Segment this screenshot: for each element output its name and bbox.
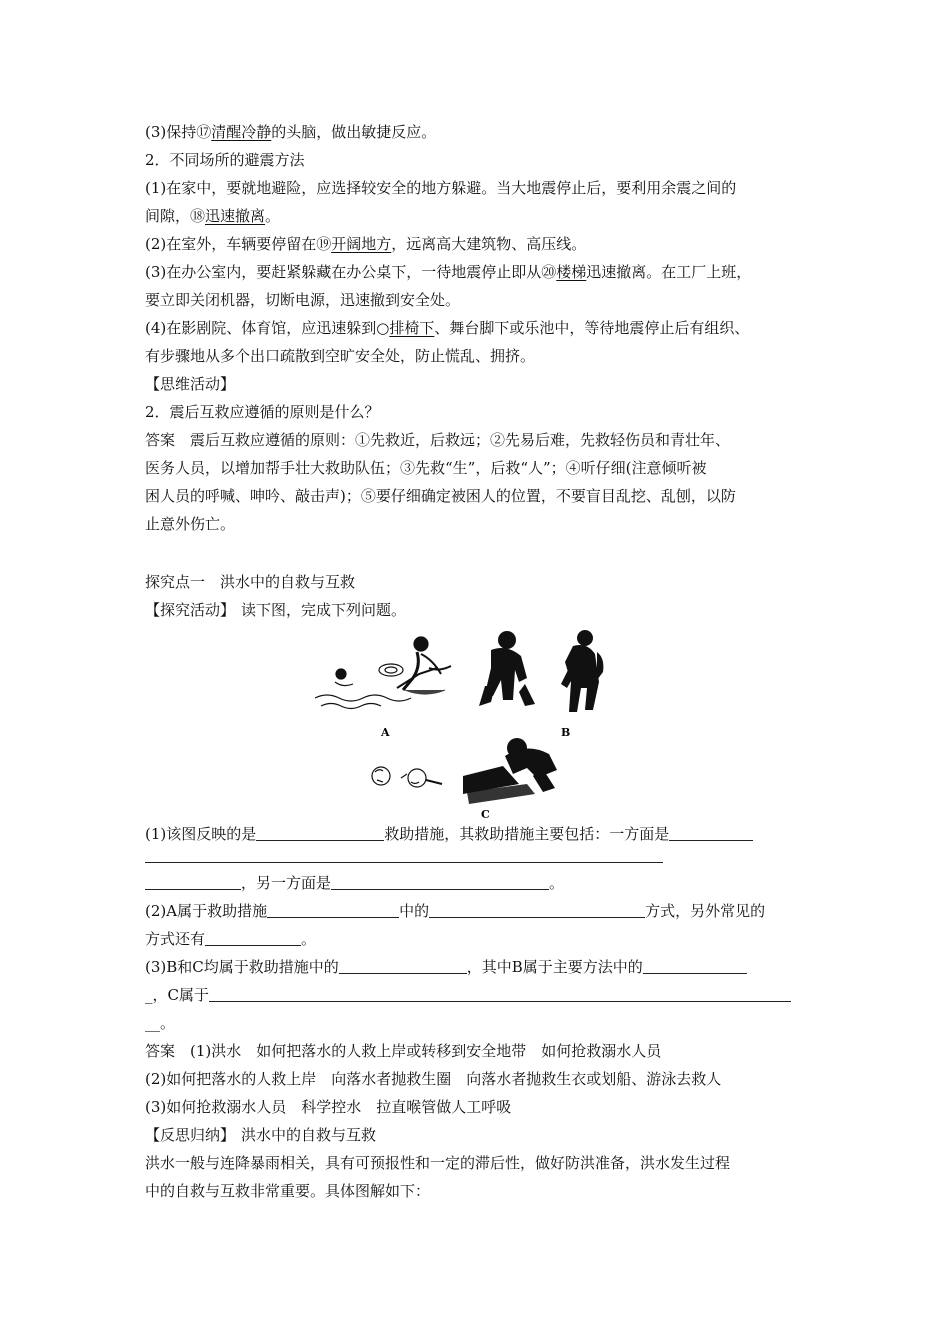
answer-blank[interactable] xyxy=(145,871,241,890)
text-line: (4)在影剧院、体育馆，应迅速躲到○排椅下、舞台脚下或乐池中，等待地震停止后有组织、 xyxy=(145,319,750,337)
answer-line: 答案 震后互救应遵循的原则：①先救近，后救远；②先易后难，先救轻伤员和青壮年、 xyxy=(145,431,731,449)
answer-blank[interactable] xyxy=(669,822,753,841)
answer-blank[interactable] xyxy=(267,899,399,918)
question-2-cont: 方式还有 。 xyxy=(145,925,807,953)
fill-answer: 排椅下 xyxy=(389,319,435,337)
reflect-heading: 【反思归纳】 洪水中的自救与互救 xyxy=(145,1126,377,1144)
text-line: 要立即关闭机器，切断电源，迅速撤到安全处。 xyxy=(145,291,461,309)
text-line: (3)在办公室内，要赶紧躲藏在办公桌下，一待地震停止即从⑳楼梯迅速撤离。在工厂上班， xyxy=(145,263,752,281)
question-3-cont: _，C属于 xyxy=(145,981,807,1009)
text-line: 洪水一般与连降暴雨相关，具有可预报性和一定的滞后性，做好防洪准备，洪水发生过程 xyxy=(145,1154,731,1172)
fill-answer: 迅速撤离 xyxy=(205,207,266,225)
question-3-end: __。 xyxy=(145,1014,176,1032)
text-line: 有步骤地从多个出口疏散到空旷安全处，防止慌乱、拥挤。 xyxy=(145,347,536,365)
think-heading: 【思维活动】 xyxy=(145,375,236,393)
question-3: (3)B和C均属于救助措施中的 ，其中B属于主要方法中的 xyxy=(145,953,807,981)
text-line: (1)在家中，要就地避险，应选择较安全的地方躲避。当大地震停止后，要利用余震之间的 xyxy=(145,179,737,197)
answer-blank[interactable] xyxy=(331,871,549,890)
answer-line: (2)如何把落水的人救上岸 向落水者抛救生圈 向落水者抛救生衣或划船、游泳去救人 xyxy=(145,1070,722,1088)
answer-blank[interactable] xyxy=(643,955,747,974)
text-line: 间隙，⑱迅速撤离。 xyxy=(145,207,281,225)
explore-activity: 【探究活动】 读下图，完成下列问题。 xyxy=(145,601,407,619)
answer-blank[interactable] xyxy=(256,822,384,841)
figure-label-a: A xyxy=(381,726,390,739)
answer-blank[interactable] xyxy=(429,899,645,918)
answer-blank[interactable] xyxy=(339,955,467,974)
fill-answer: 清醒冷静 xyxy=(211,123,272,141)
answer-blank[interactable] xyxy=(209,983,791,1002)
answer-blank[interactable] xyxy=(205,927,301,946)
document-page xyxy=(145,118,807,1205)
figure-label-b: B xyxy=(561,726,571,739)
fill-answer: 开阔地方 xyxy=(331,235,392,253)
answer-line: 止意外伤亡。 xyxy=(145,515,236,533)
answer-line: 困人员的呼喊、呻吟、敲击声)；⑤要仔细确定被困人的位置，不要盲目乱挖、乱刨，以防 xyxy=(145,487,736,505)
section-heading: 2．不同场所的避震方法 xyxy=(145,151,305,169)
text-line: 中的自救与互救非常重要。具体图解如下： xyxy=(145,1182,431,1200)
answer-line: 答案 (1)洪水 如何把落水的人救上岸或转移到安全地带 如何抢救溺水人员 xyxy=(145,1042,662,1060)
figure-label-c: C xyxy=(481,808,490,818)
fill-answer: 楼梯 xyxy=(556,263,587,281)
rescue-illustration-svg xyxy=(145,628,807,818)
answer-blank[interactable] xyxy=(145,848,663,863)
rescue-illustration xyxy=(145,628,807,818)
question-1: (1)该图反映的是 救助措施，其救助措施主要包括：一方面是 xyxy=(145,820,807,848)
text-line: (3)保持⑰清醒冷静的头脑，做出敏捷反应。 xyxy=(145,123,437,141)
answer-line: (3)如何抢救溺水人员 科学控水 拉直喉管做人工呼吸 xyxy=(145,1098,512,1116)
explore-point-heading: 探究点一 洪水中的自救与互救 xyxy=(145,573,356,591)
question-2: (2)A属于救助措施 中的 方式，另外常见的 xyxy=(145,897,807,925)
answer-line: 医务人员，以增加帮手壮大救助队伍；③先救“生”，后救“人”；④听仔细(注意倾听被 xyxy=(145,459,707,477)
question: 2．震后互救应遵循的原则是什么？ xyxy=(145,403,380,421)
text-line: (2)在室外，车辆要停留在⑲开阔地方，远离高大建筑物、高压线。 xyxy=(145,235,587,253)
question-1-cont: ，另一方面是 。 xyxy=(145,869,807,897)
